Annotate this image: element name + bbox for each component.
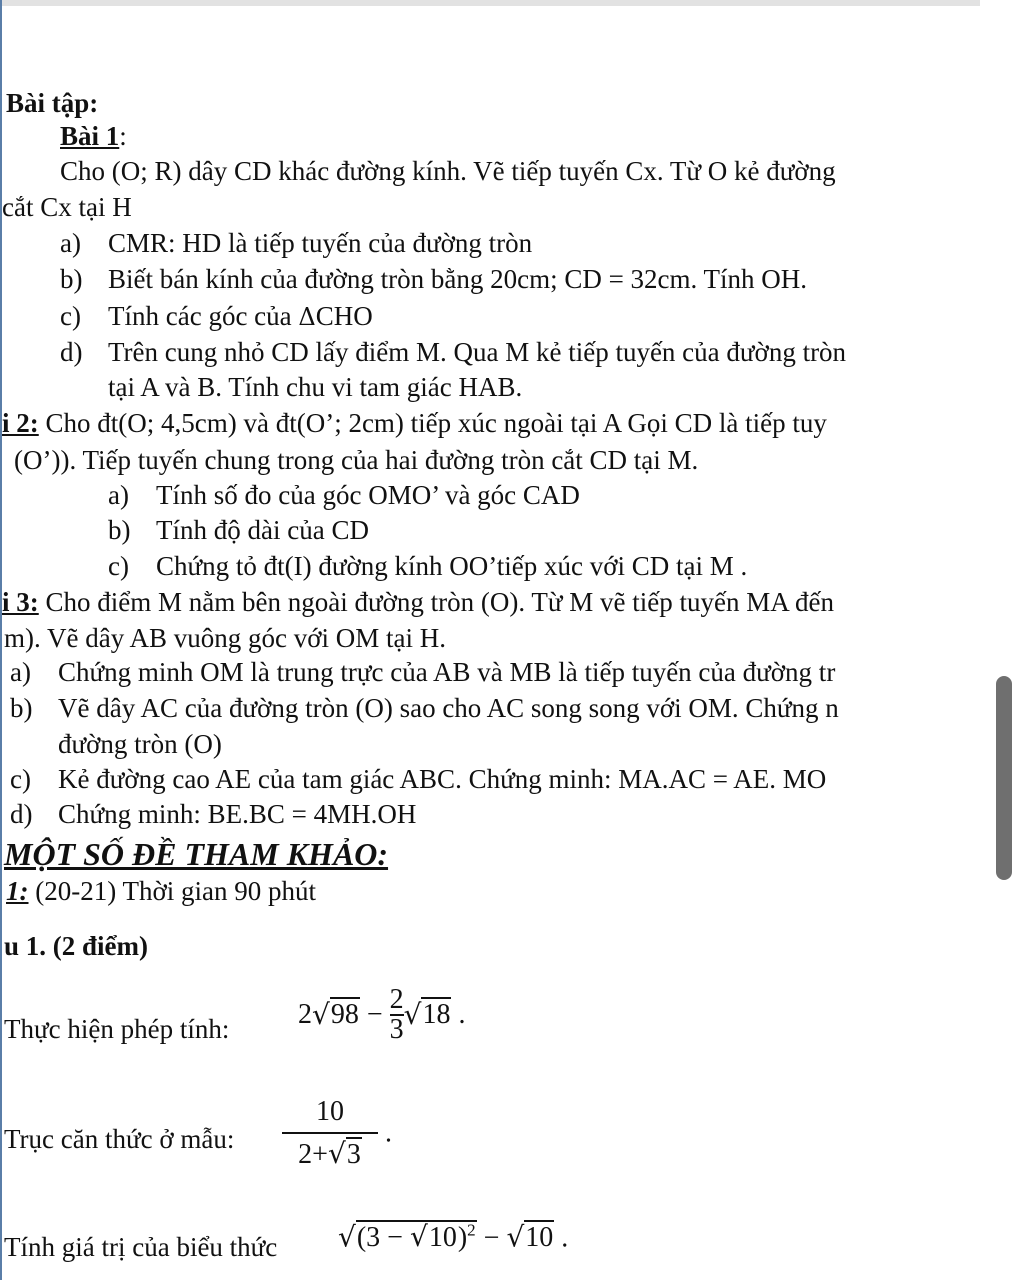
top-toolbar-edge	[0, 0, 980, 6]
bai2-b-text: Tính độ dài của CD	[156, 515, 369, 545]
q1c-outer-radicand	[356, 1220, 477, 1253]
q1a-denominator: 3	[389, 1014, 404, 1045]
bai2-a-label: a)	[108, 480, 129, 510]
vertical-scrollbar-thumb[interactable]	[996, 676, 1012, 880]
exam-label: 1:	[6, 876, 29, 906]
bai2-text1: Cho đt(O; 4,5cm) và đt(O’; 2cm) tiếp xúc ngoài tại A Gọi CD là tiếp tuy	[38, 408, 827, 438]
bai3-b-text1: Vẽ dây AC của đường tròn (O) sao cho AC song song với OM. Chứng n	[58, 693, 839, 723]
q1c-text: Tính giá trị của biểu thức	[4, 1232, 278, 1262]
bai3-a-text: Chứng minh OM là trung trực của AB và MB là tiếp tuyến của đường tr	[58, 657, 836, 687]
bai1-intro-line2: cắt Cx tại H	[2, 192, 132, 222]
bai3-line1	[2, 589, 834, 616]
bai1-c-item	[108, 303, 373, 330]
reference-title: MỘT SỐ ĐỀ THAM KHẢO:	[4, 836, 389, 872]
q1c-radicand2: 10	[525, 1222, 554, 1254]
bai2-line1	[2, 410, 827, 437]
bai3-d-label: d)	[10, 799, 33, 829]
bai3-d-text: Chứng minh: BE.BC = 4MH.OH	[58, 799, 417, 829]
sqrt-symbol: √	[312, 998, 330, 1031]
bai1-title: Bài 1	[60, 121, 120, 151]
sqrt-symbol: √	[409, 1220, 428, 1254]
q1a-end: .	[458, 999, 466, 1030]
q1c-inner-radicand: 10	[428, 1222, 457, 1254]
q1c-minus: −	[476, 1222, 507, 1254]
bai1-b-label: b)	[60, 264, 83, 294]
q1b-fraction	[282, 1098, 378, 1169]
q1a-numerator: 2	[389, 984, 404, 1015]
q1b-denominator	[282, 1134, 378, 1169]
triangle-symbol: Δ	[298, 303, 316, 331]
bai1-d-label: d)	[60, 337, 83, 367]
sqrt-symbol: √	[338, 1220, 356, 1254]
bai2-c-text: Chứng tỏ đt(I) đường kính OO’tiếp xúc với CD tại M .	[156, 551, 748, 581]
q1c-inner-a: (3 −	[356, 1222, 410, 1254]
exam-text: (20-21) Thời gian 90 phút	[28, 876, 316, 906]
bai1-c-text: Tính các góc của	[108, 301, 299, 331]
q1c-inner-b: )	[457, 1222, 468, 1254]
bai2-a-text: Tính số đo của góc OMO’ và góc CAD	[156, 480, 580, 510]
bai3-c-text: Kẻ đường cao AE của tam giác ABC. Chứng minh: MA.AC = AE. MO	[58, 764, 827, 794]
question1-title: u 1. (2 điểm)	[4, 931, 148, 961]
bai3-a-label: a)	[10, 657, 31, 687]
sqrt-symbol: √	[327, 1137, 346, 1170]
bai3-b-label: b)	[10, 693, 33, 723]
q1a-fraction	[390, 986, 404, 1044]
bai3-title: i 3:	[2, 587, 39, 617]
exam-line	[6, 878, 316, 905]
q1b-den-a: 2+	[298, 1139, 328, 1170]
bai1-d-text2: tại A và B. Tính chu vi tam giác HAB.	[108, 372, 523, 402]
bai1-intro-line1: Cho (O; R) dây CD khác đường kính. Vẽ tiếp tuyến Cx. Từ O kẻ đường	[60, 156, 836, 186]
bai1-a-text: CMR: HD là tiếp tuyến của đường tròn	[108, 228, 533, 258]
bai1-title-wrap	[60, 123, 127, 150]
q1b-end: .	[385, 1117, 392, 1149]
bai1-c-label: c)	[60, 301, 81, 331]
page-heading: Bài tập:	[6, 88, 99, 118]
bai1-colon: :	[119, 121, 127, 151]
q1b-radicand: 3	[346, 1139, 361, 1170]
q1b-expression	[282, 1098, 392, 1169]
q1c-expression	[338, 1222, 568, 1252]
bai1-c-suffix: CHO	[315, 301, 373, 331]
bai2-c-label: c)	[108, 551, 129, 581]
q1b-text: Trục căn thức ở mẫu:	[4, 1124, 235, 1154]
sqrt-symbol: √	[506, 1220, 525, 1254]
q1a-expression	[298, 986, 465, 1044]
bai1-b-text: Biết bán kính của đường tròn bằng 20cm; CD = 32cm. Tính OH.	[108, 264, 808, 294]
q1a-minus: −	[366, 999, 383, 1030]
q1a-radicand1: 98	[330, 999, 359, 1030]
q1c-end: .	[554, 1222, 569, 1254]
q1c-exponent: 2	[467, 1221, 476, 1240]
bai2-b-label: b)	[108, 515, 131, 545]
q1a-coef: 2	[298, 999, 312, 1030]
bai2-line2: (O’)). Tiếp tuyến chung trong của hai đường tròn cắt CD tại M.	[14, 445, 699, 475]
sqrt-symbol: √	[403, 998, 422, 1031]
bai3-b-text2: đường tròn (O)	[58, 729, 222, 759]
q1b-numerator: 10	[316, 1096, 344, 1127]
bai3-line2: m). Vẽ dây AB vuông góc với OM tại H.	[4, 623, 446, 653]
bai3-c-label: c)	[10, 764, 31, 794]
bai1-d-text1: Trên cung nhỏ CD lấy điểm M. Qua M kẻ tiếp tuyến của đường tròn	[108, 337, 847, 367]
q1a-radicand2: 18	[422, 999, 451, 1030]
bai2-title: i 2:	[2, 408, 39, 438]
bai1-a-label: a)	[60, 228, 81, 258]
q1a-text: Thực hiện phép tính:	[4, 1014, 230, 1044]
bai3-text1: Cho điểm M nằm bên ngoài đường tròn (O). Từ M vẽ tiếp tuyến MA đến	[38, 587, 834, 617]
